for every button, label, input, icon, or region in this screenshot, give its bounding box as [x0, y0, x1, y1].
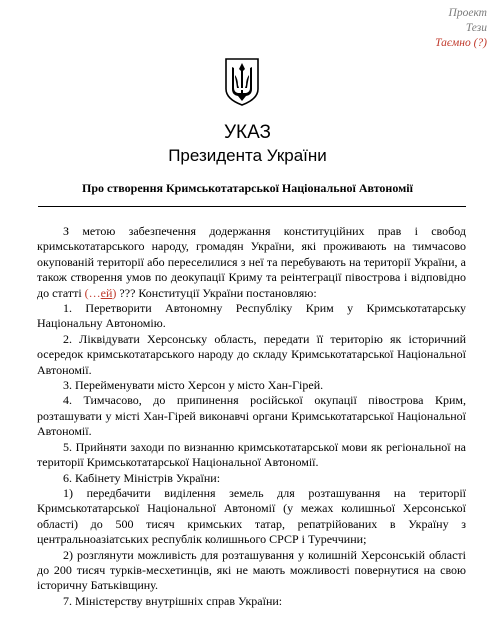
subject-underline [38, 206, 466, 207]
article-reference: (… [84, 285, 101, 300]
clause-5: 5. Прийняти заходи по визнанню кримськотатарської мови як регіональної на території Кримськотатарської Національної Автономії. [37, 439, 466, 470]
decree-body [37, 224, 466, 609]
draft-stamp [337, 6, 487, 51]
clause-7: 7. Міністерству внутрішніх справ України: [63, 593, 283, 608]
decree-issuer: Президента України [168, 146, 327, 165]
clause-3: 3. Перейменувати місто Херсон у місто Хан-Гірей. [63, 378, 324, 393]
clause-2: 2. Ліквідувати Херсонську область, передати її територію як історичний осередок кримськотатарського народу до складу Кримськотатарської Національної Автономії. [37, 331, 466, 377]
clause-1: 1. Перетворити Автономну Республіку Крим у Кримськотатарську Національну Автономію. [37, 301, 466, 331]
stamp-secret-label: Таємно (?) [435, 37, 487, 49]
clause-6-1: 1) передбачити виділення земель для розташування на території Кримськотатарської Національної Автономії (у межах колишньої Херсонської області) до 500 тисяч кримських татар, репатрійованих в Україну з центральноазіатських республік колишнього СРСР і Туреччини; [37, 485, 466, 547]
clause-4: 4. Тимчасово, до припинення російської окупації півострова Крим, розташувати у місті Хан-Гірей виконавчі органи Кримськотатарської Національної Автономії. [37, 393, 466, 439]
decree-title: УКАЗ [223, 122, 272, 143]
stamp-draft-label: Проект [448, 7, 487, 19]
preamble-paragraph: З метою забезпечення додержання конституційних прав і свобод кримськотатарського народу, громадян України, які проживають на тимчасово окупованій території або переселилися з неї та перебувають на території України, а також створення умов по деокупації Криму та реінтеграції півострова і відповідно до статті (…ей) ??? Конституції України постановляю: [37, 224, 466, 300]
decree-subject: Про створення Кримськотатарської Національної Автономії [82, 181, 413, 195]
clause-6-2: 2) розглянути можливість для розташування у колишній Херсонській області до 200 тисяч турків-месхетинців, які не мають можливості повернутися на свою історичну Батьківщину. [37, 547, 466, 593]
trident-emblem-icon [224, 55, 260, 107]
clause-6: 6. Кабінету Міністрів України: [63, 470, 221, 485]
stamp-theses-label: Тези [465, 22, 487, 34]
